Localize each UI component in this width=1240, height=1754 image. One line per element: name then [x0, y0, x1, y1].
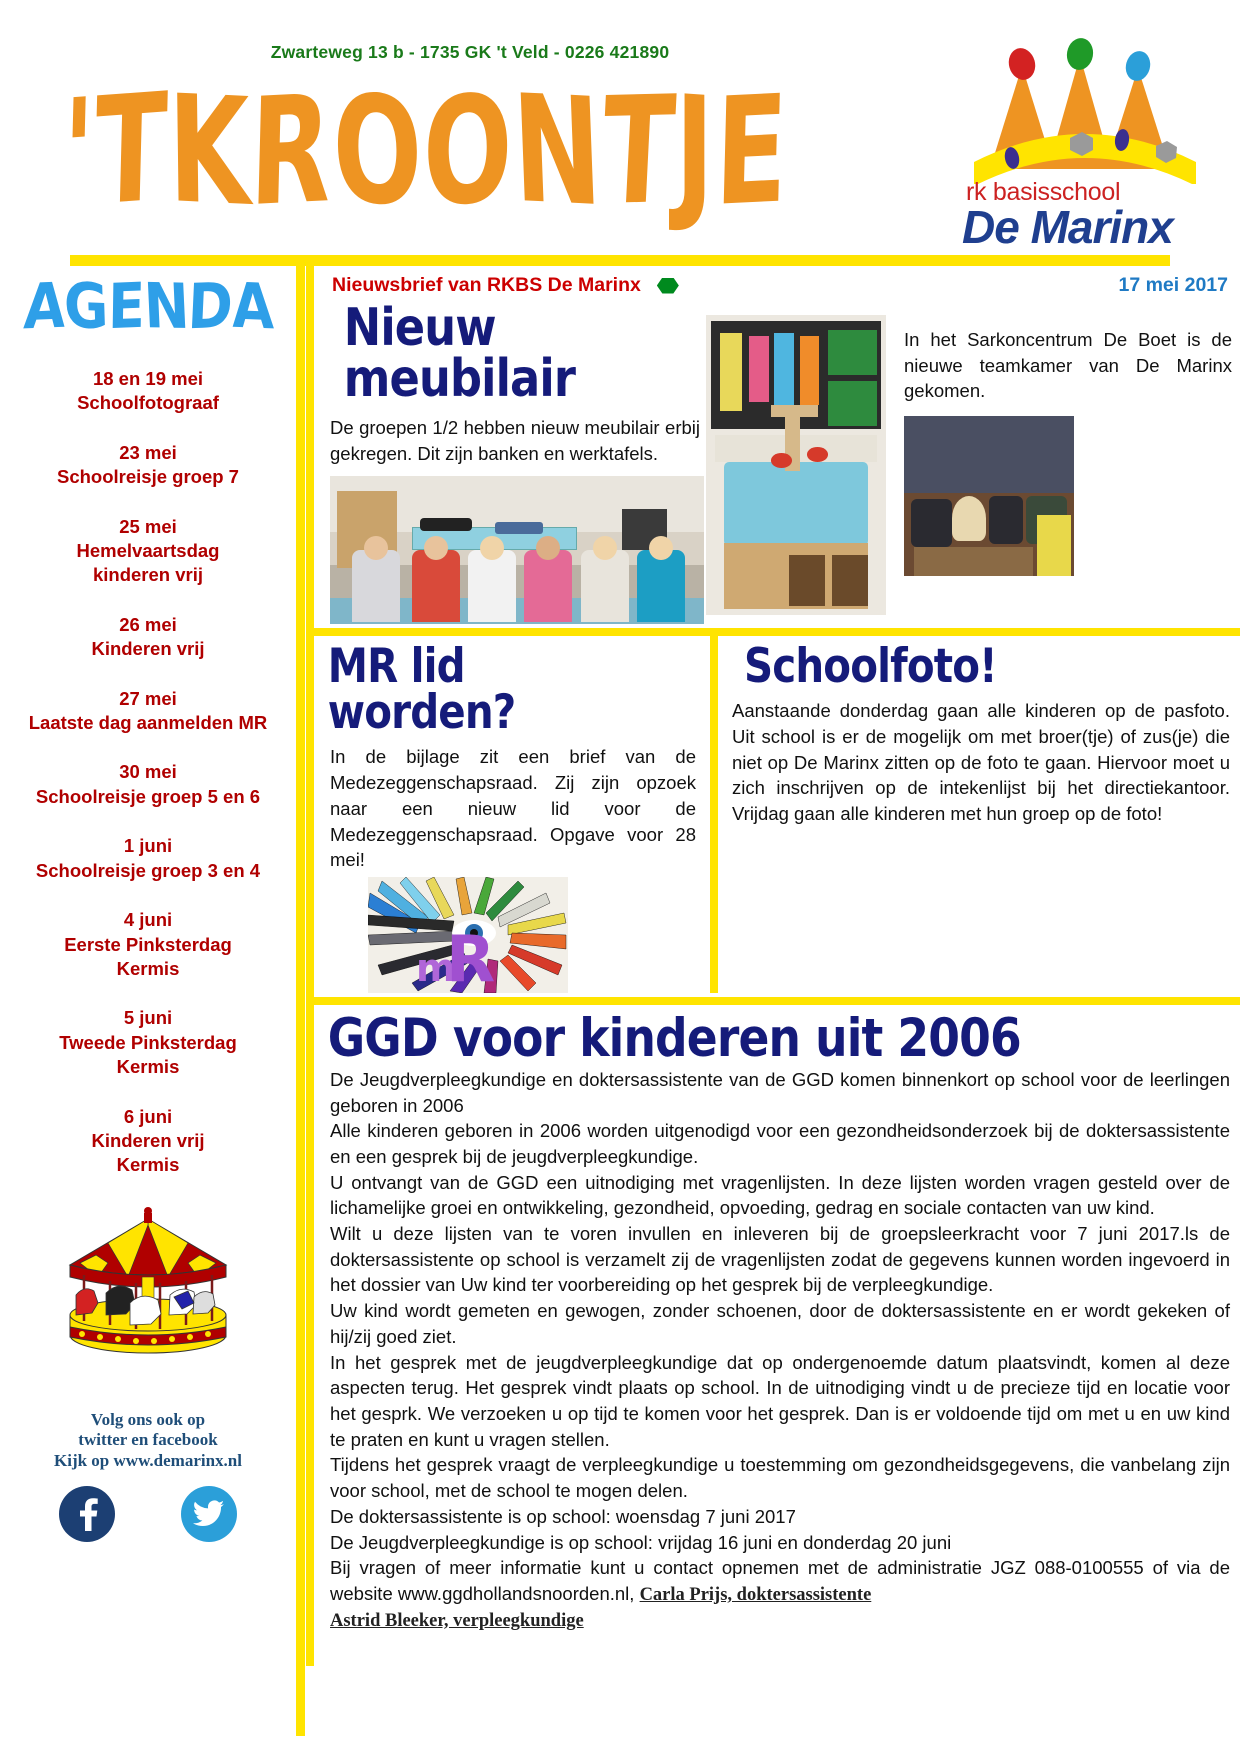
section-heading-meubilair: Nieuw meubilair	[343, 298, 576, 409]
agenda-letter: E	[107, 269, 145, 344]
agenda-item-label: Kermis	[116, 1056, 180, 1078]
crown-icon	[960, 34, 1210, 184]
agenda-item	[10, 687, 286, 736]
meubilair-column	[314, 297, 706, 624]
pencils-icon	[368, 877, 568, 993]
main-content	[314, 266, 1240, 1754]
agenda-item-date: 6 juni	[123, 1105, 173, 1127]
agenda-item-date: 5 juni	[123, 1007, 173, 1029]
agenda-item	[10, 613, 286, 662]
ggd-paragraph: In het gesprek met de jeugdverpleegkundige dat op ondergenoemde datum plaatsvindt, komen al deze aspecten terug. Het gesprek vindt plaats op school. In de uitnodiging vindt u de precieze tijd en locatie voor het gesprk. We verzoeken u op tijd te komen voor het gesprek. Dan is er voldoende tijd om met u en uw kind te praten en kunt u vragen stellen.	[330, 1351, 1230, 1450]
agenda-letter: D	[186, 269, 234, 344]
photo-children-on-bench	[330, 476, 704, 624]
title-letter: 'T	[59, 61, 170, 242]
agenda-item-date: 30 mei	[119, 761, 177, 783]
agenda-item	[10, 1006, 286, 1079]
section-heading-mr: MR lid worden?	[327, 639, 516, 741]
agenda-item-label: Hemelvaartsdag	[76, 540, 220, 562]
title-letter: R	[248, 63, 335, 240]
top-section-row	[314, 297, 1240, 624]
agenda-item	[10, 1105, 286, 1178]
agenda-sidebar	[0, 266, 296, 1754]
svg-text:m: m	[416, 945, 456, 990]
section-body-teamkamer: In het Sarkoncentrum De Boet is de nieuwe teamkamer van De Marinx gekomen.	[904, 329, 1232, 402]
agenda-letter: A	[231, 269, 273, 344]
ggd-paragraph: Uw kind wordt gemeten en gewogen, zonder schoenen, door de doktersassistente en er wordt gekeken of hij/zij goed ziet.	[330, 1300, 1230, 1347]
table-photo-column	[706, 297, 892, 624]
facebook-icon[interactable]	[59, 1486, 115, 1542]
sidebar-divider-bar	[296, 266, 305, 1736]
middle-section-row	[314, 636, 1240, 993]
social-line-3: Kijk op www.demarinx.nl	[54, 1451, 242, 1471]
ggd-contact-paragraph	[330, 1555, 1230, 1608]
carousel-icon	[48, 1203, 248, 1363]
agenda-item-date: 18 en 19 mei	[92, 368, 204, 389]
agenda-item-label: Eerste Pinksterdag	[64, 933, 232, 955]
newsletter-header-row	[314, 266, 1240, 297]
agenda-letter: N	[141, 269, 190, 343]
agenda-item	[10, 367, 286, 416]
agenda-item-label: Tweede Pinksterdag	[59, 1031, 237, 1053]
agenda-item-label: Kinderen vrij	[91, 638, 205, 660]
agenda-item-label: Schoolreisje groep 3 en 4	[35, 859, 261, 881]
logo-subtitle: rk basisschool	[966, 178, 1121, 206]
ggd-contact-text: Bij vragen of meer informatie kunt u contact opnemen met de administratie JGZ 088-0100555 of via de website www.ggdhollandsnoorden.nl,	[330, 1557, 1230, 1604]
title-letter: E	[713, 64, 791, 240]
agenda-item-label: Kermis	[116, 1154, 180, 1176]
ggd-paragraph: U ontvangt van de GGD een uitnodiging met vragenlijsten. In deze lijsten worden vragen gesteld over de lichamelijke groei en ontwikkeling, gezondheid, opvoeding, gedrag en sociale contacten van uw kind.	[330, 1171, 1230, 1219]
school-address: Zwarteweg 13 b - 1735 GK 't Veld - 0226 421890	[270, 42, 670, 62]
newsletter-label: Nieuwsbrief van RKBS De Marinx	[332, 274, 641, 296]
carousel-illustration	[0, 1203, 296, 1368]
agenda-item-date: 23 mei	[119, 441, 177, 463]
masthead	[0, 0, 1240, 253]
title-letter: O	[422, 62, 514, 242]
svg-text:R: R	[446, 922, 496, 993]
agenda-item-label: Laatste dag aanmelden MR	[28, 712, 268, 734]
section-divider-1	[314, 628, 1240, 636]
agenda-item-date: 25 mei	[119, 515, 177, 537]
social-line-1: Volg ons ook op	[90, 1409, 206, 1429]
agenda-item	[10, 515, 286, 588]
section-heading-ggd: GGD voor kinderen uit 2006	[327, 1007, 1021, 1069]
mr-pencils-image	[368, 877, 568, 993]
mid-column-divider	[710, 636, 718, 993]
agenda-item	[10, 760, 286, 809]
ggd-paragraph: Wilt u deze lijsten van te voren invullen en inleveren bij de groepsleerkracht voor 7 juni 2017.ls de doktersassistente op school is verzamelt zij de vragenlijsten zodat de gegevens kunnen worden ingevoerd in het dossier van Uw kind ter voorbereiding op het gesprek bij de verpleegkundige.	[330, 1223, 1230, 1296]
social-line-2: twitter en facebook	[78, 1430, 218, 1450]
teamkamer-column	[892, 297, 1240, 624]
school-logo	[960, 34, 1210, 253]
social-icons	[0, 1486, 296, 1542]
section-body-schoolfoto: Aanstaande donderdag gaan alle kinderen op de pasfoto. Uit school is er de mogelijk om met broer(tje) of zus(je) die niet op De Marinx zitten op de foto te gaan. Hiervoor moet u zich inschrijven op de intekenlijst bij het directiekantoor. Vrijdag gaan alle kinderen met hun groep op de foto!	[732, 700, 1230, 825]
ggd-paragraph: De Jeugdverpleegkundige en doktersassistente van de GGD komen binnenkort op school voor de leerlingen geboren in 2006	[330, 1068, 1230, 1116]
facebook-glyph	[72, 1497, 102, 1531]
ggd-paragraph: De doktersassistente is op school: woensdag 7 juni 2017	[330, 1505, 796, 1527]
social-follow-text	[0, 1410, 296, 1472]
title-letter: T	[598, 64, 680, 239]
header-divider-bar	[70, 255, 1170, 266]
agenda-item-label: Schoolfotograaf	[77, 392, 219, 414]
section-divider-2	[314, 997, 1240, 1005]
agenda-item-label: kinderen vrij	[92, 564, 203, 586]
green-hexagon-icon	[657, 278, 679, 294]
page-title	[59, 61, 791, 242]
title-letter: N	[510, 63, 606, 240]
agenda-item	[10, 441, 286, 490]
mr-column	[314, 636, 710, 993]
agenda-item-date: 4 juni	[123, 909, 173, 931]
photo-classroom-table	[706, 315, 886, 615]
ggd-paragraph: De Jeugdverpleegkundige is op school: vrijdag 16 juni en donderdag 20 juni	[330, 1531, 952, 1553]
section-body-mr: In de bijlage zit een brief van de Medezeggenschapsraad. Zij zijn opzoek naar een nieuw lid voor de Medezeggenschapsraad. Opgave voor 28 mei!	[330, 746, 696, 871]
twitter-glyph	[193, 1500, 225, 1528]
agenda-list	[0, 367, 296, 1178]
newsletter-date: 17 mei 2017	[1118, 274, 1228, 296]
agenda-item	[10, 908, 286, 981]
agenda-item-label: Schoolreisje groep 5 en 6	[35, 785, 261, 807]
photo-teamroom	[904, 416, 1074, 576]
agenda-item-label: Kinderen vrij	[91, 1129, 205, 1151]
ggd-contact-name-2: Astrid Bleeker, verpleegkundige	[330, 1610, 584, 1631]
agenda-item-label: Kermis	[116, 957, 180, 979]
ggd-paragraph: Tijdens het gesprek vraagt de verpleegkundige u toestemming om gezondheidsgegevens, die vanbelang zijn voor school, met de school te mogen delen.	[330, 1454, 1230, 1502]
agenda-item-date: 1 juni	[123, 835, 173, 857]
agenda-letter: G	[63, 269, 109, 344]
agenda-item-date: 27 mei	[119, 687, 177, 709]
ggd-paragraph: Alle kinderen geboren in 2006 worden uitgenodigd voor een gezondheidsonderzoek bij de doktersassistente en een gesprek bij de jeugdverpleegkundige.	[330, 1120, 1230, 1167]
title-letter: J	[675, 64, 716, 240]
ggd-contact-name-1: Carla Prijs, doktersassistente	[639, 1584, 872, 1605]
title-letter: K	[166, 63, 252, 240]
section-body-meubilair: De groepen 1/2 hebben nieuw meubilair erbij gekregen. Dit zijn banken en werktafels.	[330, 416, 700, 464]
agenda-item-label: Schoolreisje groep 7	[57, 466, 239, 488]
agenda-letter: A	[21, 269, 67, 344]
agenda-item	[10, 834, 286, 883]
section-heading-schoolfoto: Schoolfoto!	[744, 639, 997, 695]
logo-name: De Marinx	[962, 201, 1173, 253]
agenda-title	[0, 270, 296, 342]
agenda-item-date: 26 mei	[119, 613, 177, 635]
section-body-ggd	[314, 1067, 1240, 1634]
twitter-icon[interactable]	[181, 1486, 237, 1542]
main-left-border	[306, 266, 314, 1666]
schoolfoto-column	[718, 636, 1240, 993]
ggd-section	[314, 1005, 1240, 1634]
title-letter: O	[331, 62, 424, 242]
